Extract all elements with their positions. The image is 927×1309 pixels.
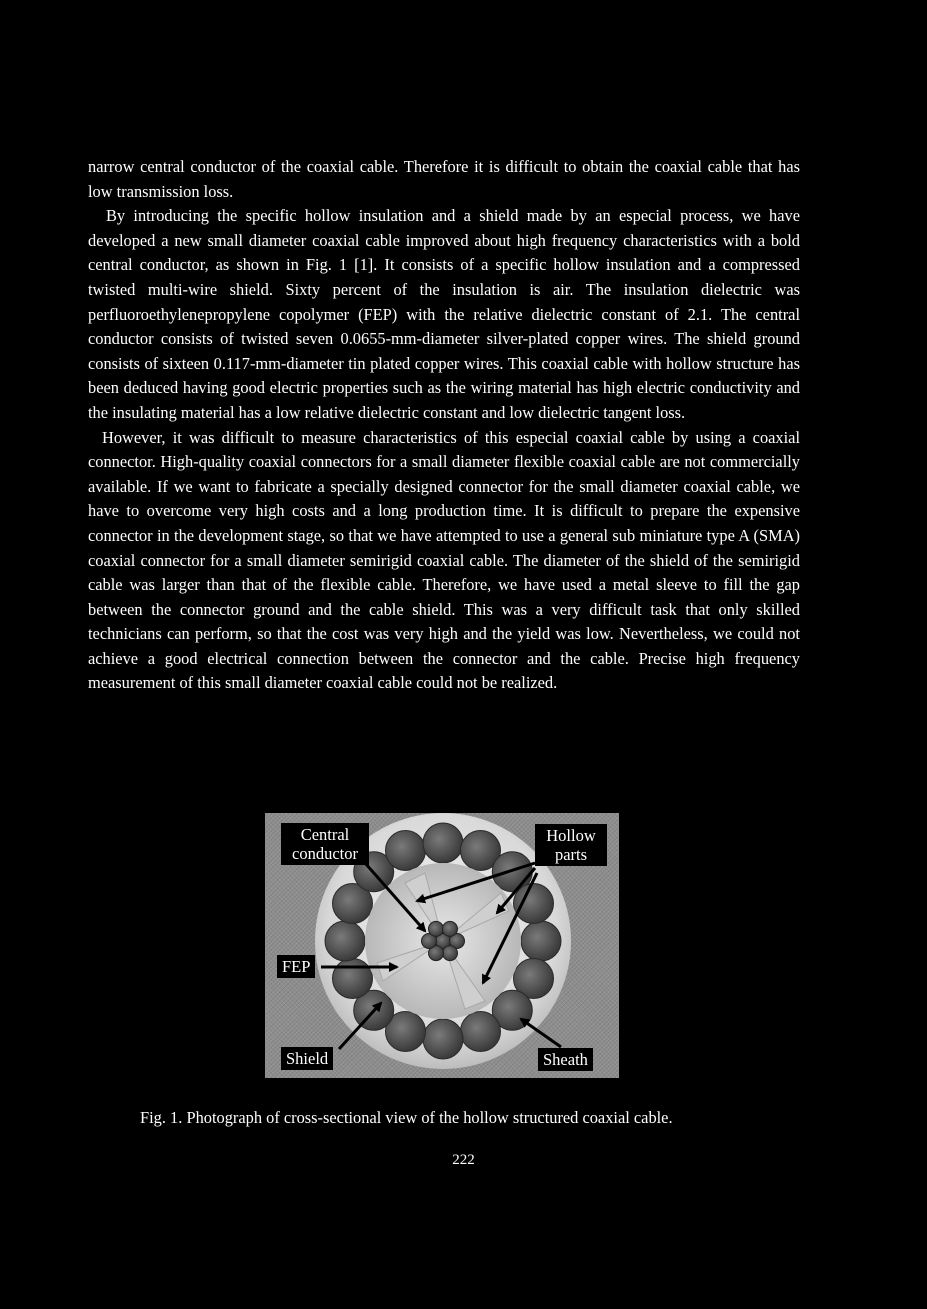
- label-hollow-line2: parts: [554, 845, 588, 864]
- shield-wire: [333, 959, 373, 999]
- label-central-line1: Central: [300, 825, 350, 844]
- shield-wire: [325, 921, 365, 961]
- shield-wire: [461, 1012, 501, 1052]
- cable-cross-section-photo: [265, 813, 619, 1078]
- body-text: [88, 155, 800, 696]
- central-wire: [429, 921, 444, 936]
- label-sheath: Sheath: [538, 1048, 593, 1071]
- label-central-conductor: [281, 823, 369, 865]
- shield-wire: [423, 823, 463, 863]
- shield-wire: [514, 884, 554, 924]
- figure-caption: Fig. 1. Photograph of cross-sectional view of the hollow structured coaxial cable.: [140, 1108, 673, 1127]
- central-wire: [443, 946, 458, 961]
- shield-wire: [423, 1019, 463, 1059]
- label-fep: FEP: [277, 955, 315, 978]
- label-shield: Shield: [281, 1047, 333, 1070]
- paragraph-2: By introducing the specific hollow insulation and a shield made by an especial process, we have developed a new small diameter coaxial cable improved about high frequency characteristics with a bold central conductor, as shown in Fig. 1 [1]. It consists of a specific hollow insulation and a compressed twisted multi-wire shield. Sixty percent of the insulation is air. The insulation dielectric was perfluoroethylenepropylene copolymer (FEP) with the relative dielectric constant of 2.1. The central conductor consists of twisted seven 0.0655-mm-diameter silver-plated copper wires. The shield ground consists of sixteen 0.117-mm-diameter tin plated copper wires. This coaxial cable with hollow structure has been deduced having good electric properties such as the wiring material has high electric conductivity and the insulating material has a low relative dielectric constant and low dielectric tangent loss.: [88, 206, 800, 422]
- shield-wire: [521, 921, 561, 961]
- paragraph-1: narrow central conductor of the coaxial cable. Therefore it is difficult to obtain the coaxial cable that has low transmission loss.: [88, 157, 800, 201]
- label-hollow-line1: Hollow: [546, 826, 596, 845]
- label-hollow-parts: [535, 824, 607, 866]
- page-number: 222: [452, 1152, 475, 1168]
- shield-wire: [386, 831, 426, 871]
- paragraph-3: However, it was difficult to measure characteristics of this especial coaxial cable by using a coaxial connector. High-quality coaxial connectors for a small diameter flexible coaxial cable are not commercially available. If we want to fabricate a specially designed connector for the small diameter coaxial cable, we have to overcome very high costs and a long production time. It is difficult to prepare the expensive connector in the development stage, so that we have attempted to use a general sub miniature type A (SMA) coaxial connector for a small diameter semirigid coaxial cable. The diameter of the shield of the semirigid cable was larger than that of the flexible cable. Therefore, we have used a metal sleeve to fill the gap between the connector ground and the cable shield. This was a very difficult task that only skilled technicians can perform, so that the cost was very high and the yield was low. Nevertheless, we could not achieve a good electrical connection between the connector and the cable. Precise high frequency measurement of this small diameter coaxial cable could not be realized.: [88, 427, 800, 693]
- label-central-line2: conductor: [292, 844, 358, 863]
- central-wire: [443, 921, 458, 936]
